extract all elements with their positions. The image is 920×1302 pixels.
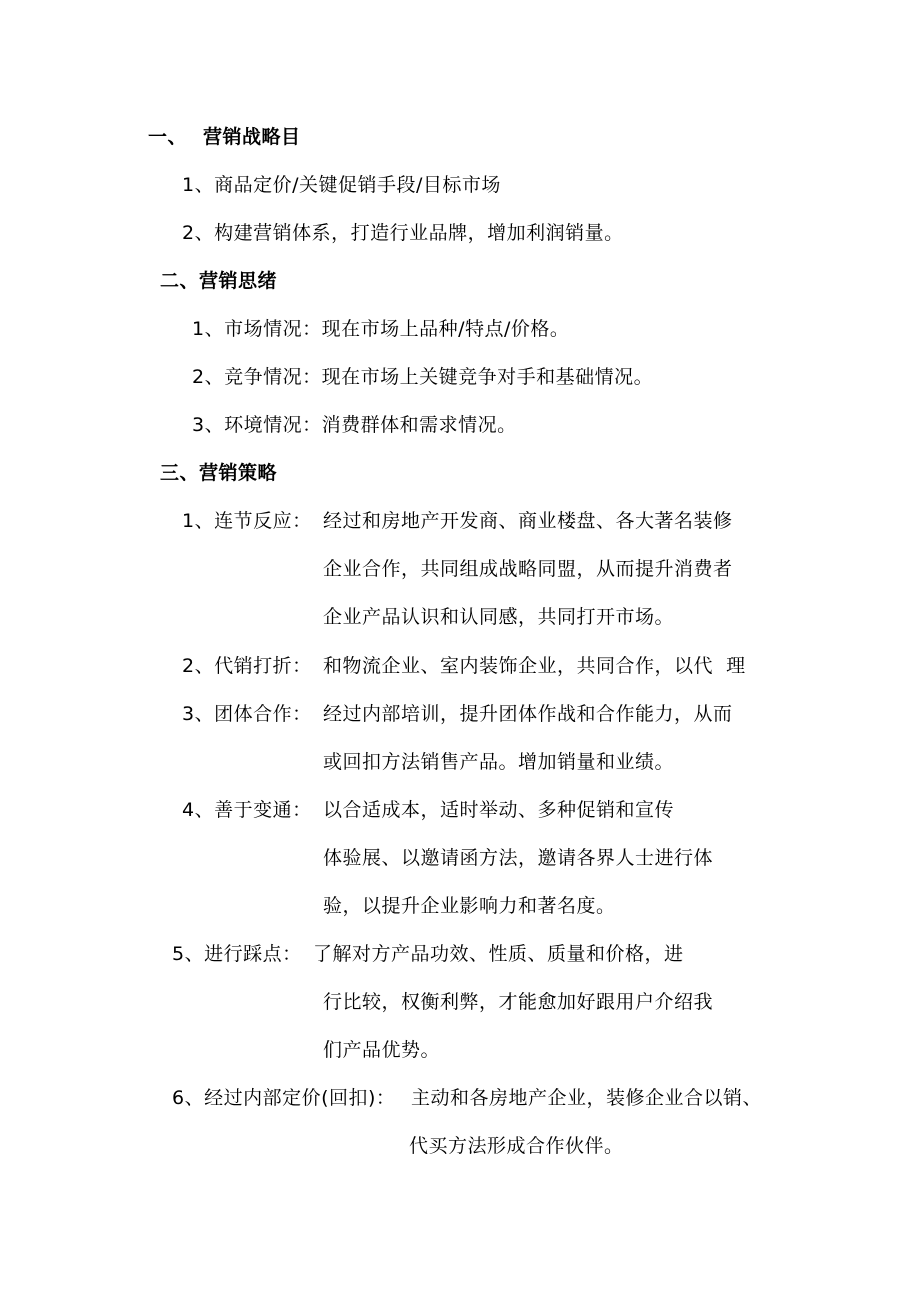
section2-heading: 二、营销思绪 <box>160 270 278 292</box>
strategy-1-line-1: 经过和房地产开发商、商业楼盘、各大著名装修 <box>323 510 733 532</box>
section1-item-1: 1、商品定价/关键促销手段/目标市场 <box>182 174 501 196</box>
strategy-5-label: 5、进行踩点： <box>172 943 302 965</box>
section1-heading: 营销战略目 <box>203 126 301 148</box>
strategy-3-label: 3、团体合作： <box>182 703 312 725</box>
strategy-4-line-2: 体验展、以邀请函方法，邀请各界人士进行体 <box>323 847 714 869</box>
strategy-3-line-1: 经过内部培训，提升团体作战和合作能力，从而 <box>323 703 733 725</box>
section1-item-2: 2、构建营销体系，打造行业品牌，增加利润销量。 <box>182 222 624 244</box>
strategy-1-line-2: 企业合作，共同组成战略同盟，从而提升消费者 <box>323 558 733 580</box>
strategy-5-line-1: 了解对方产品功效、性质、质量和价格，进 <box>313 943 684 965</box>
section1-number: 一、 <box>148 126 188 148</box>
strategy-5-line-2: 行比较，权衡利弊，才能愈加好跟用户介绍我 <box>323 991 714 1013</box>
section2-item-2: 2、竞争情况：现在市场上关键竞争对手和基础情况。 <box>192 366 654 388</box>
strategy-6-line-2: 代买方法形成合作伙伴。 <box>409 1135 624 1157</box>
section2-item-3: 3、环境情况：消费群体和需求情况。 <box>192 414 517 436</box>
strategy-4-line-1: 以合适成本，适时举动、多种促销和宣传 <box>323 799 675 821</box>
strategy-3-line-2: 或回扣方法销售产品。增加销量和业绩。 <box>323 751 675 773</box>
strategy-4-line-3: 验，以提升企业影响力和著名度。 <box>323 895 616 917</box>
strategy-1-label: 1、连节反应： <box>182 510 312 532</box>
strategy-2-line-1: 和物流企业、室内装饰企业，共同合作，以代 理 <box>323 655 746 677</box>
section3-heading: 三、营销策略 <box>160 462 278 484</box>
strategy-4-label: 4、善于变通： <box>182 799 312 821</box>
strategy-6-line-1: 主动和各房地产企业，装修企业合以销、 <box>411 1087 763 1109</box>
strategy-6-label: 6、经过内部定价(回扣)： <box>172 1087 396 1109</box>
strategy-1-line-3: 企业产品认识和认同感，共同打开市场。 <box>323 606 675 628</box>
strategy-5-line-3: 们产品优势。 <box>323 1039 441 1061</box>
section2-item-1: 1、市场情况：现在市场上品种/特点/价格。 <box>192 318 570 340</box>
strategy-2-label: 2、代销打折： <box>182 655 312 677</box>
